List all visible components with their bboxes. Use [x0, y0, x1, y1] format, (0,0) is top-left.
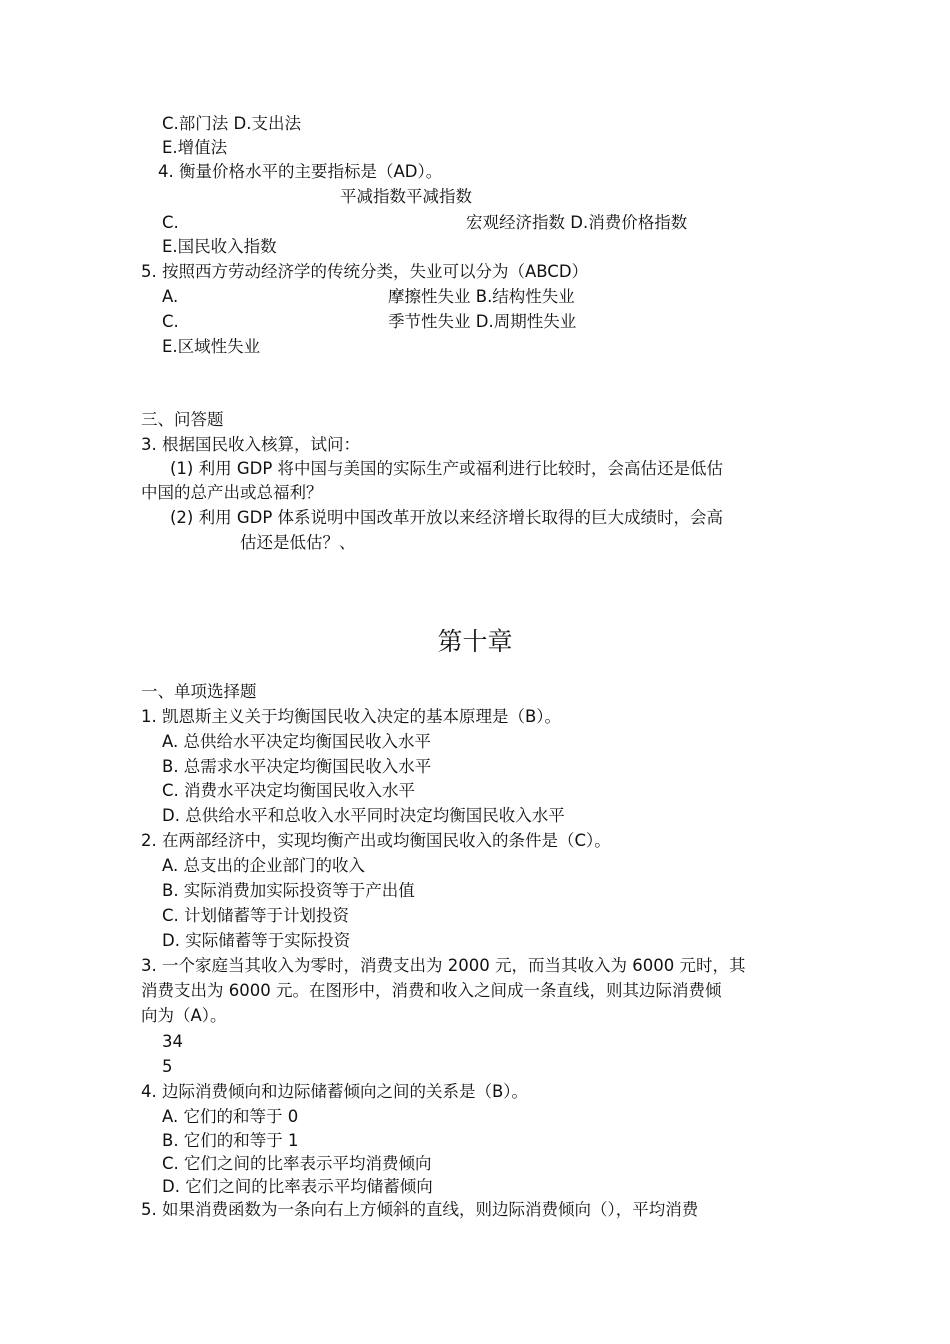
q5-option-a-text: 摩擦性失业 B.结构性失业 [388, 287, 575, 306]
ch10-q1-option-a: A. 总供给水平决定均衡国民收入水平 [162, 732, 431, 751]
essay-p1-line2: 中国的总产出或总福利？ [141, 483, 323, 502]
essay-p2-line2: 估还是低估？、 [240, 533, 356, 552]
chapter-title: 第十章 [437, 627, 513, 656]
ch10-q4-option-d: D. 它们之间的比率表示平均储蓄倾向 [162, 1177, 433, 1196]
ch10-q1-option-b: B. 总需求水平决定均衡国民收入水平 [162, 757, 432, 776]
ch10-q1-stem: 1. 凯恩斯主义关于均衡国民收入决定的基本原理是（B）。 [141, 707, 562, 726]
ch10-q4-stem: 4. 边际消费倾向和边际储蓄倾向之间的关系是（B）。 [141, 1082, 529, 1101]
ch10-q3-line1: 3. 一个家庭当其收入为零时，消费支出为 2000 元，而当其收入为 6000 元时，其 [141, 956, 746, 975]
q5-option-a-label: A. [162, 287, 179, 306]
q4-option-e: E.国民收入指数 [162, 237, 277, 256]
essay-q3: 3. 根据国民收入核算，试问： [141, 435, 360, 454]
ch10-q4-option-a: A. 它们的和等于 0 [162, 1107, 299, 1126]
q3-option-e: E.增值法 [162, 138, 228, 157]
q5-option-c-text: 季节性失业 D.周期性失业 [388, 312, 577, 331]
ch10-q2-stem: 2. 在两部经济中，实现均衡产出或均衡国民收入的条件是（C）。 [141, 831, 611, 850]
essay-p2-line1: (2) 利用 GDP 体系说明中国改革开放以来经济增长取得的巨大成绩时，会高 [170, 508, 724, 527]
ch10-q2-option-b: B. 实际消费加实际投资等于产出值 [162, 881, 415, 900]
ch10-q2-option-d: D. 实际储蓄等于实际投资 [162, 931, 351, 950]
essay-heading: 三、问答题 [141, 410, 224, 429]
q4-option-c-label: C. [162, 213, 179, 232]
ch10-q3-option-2: 5 [162, 1057, 173, 1076]
q5-stem: 5. 按照西方劳动经济学的传统分类，失业可以分为（ABCD） [141, 262, 589, 281]
ch10-q3-line2: 消费支出为 6000 元。在图形中，消费和收入之间成一条直线，则其边际消费倾 [141, 981, 722, 1000]
section-heading: 一、单项选择题 [141, 682, 257, 701]
q4-option-c-text: 宏观经济指数 D.消费价格指数 [466, 213, 688, 232]
ch10-q4-option-b: B. 它们的和等于 1 [162, 1131, 299, 1150]
ch10-q1-option-c: C. 消费水平决定均衡国民收入水平 [162, 781, 416, 800]
q5-option-c-label: C. [162, 312, 179, 331]
ch10-q1-option-d: D. 总供给水平和总收入水平同时决定均衡国民收入水平 [162, 806, 565, 825]
q5-option-e: E.区域性失业 [162, 337, 261, 356]
q3-options-cd: C.部门法 D.支出法 [162, 114, 301, 133]
ch10-q2-option-c: C. 计划储蓄等于计划投资 [162, 906, 350, 925]
ch10-q3-option-1: 34 [162, 1032, 183, 1051]
essay-p1-line1: (1) 利用 GDP 将中国与美国的实际生产或福利进行比较时，会高估还是低估 [170, 459, 724, 478]
q4-stem: 4. 衡量价格水平的主要指标是（AD）。 [158, 162, 443, 181]
ch10-q2-option-a: A. 总支出的企业部门的收入 [162, 856, 365, 875]
q4-sub-line: 平减指数平减指数 [340, 187, 472, 206]
ch10-q4-option-c: C. 它们之间的比率表示平均消费倾向 [162, 1154, 432, 1173]
ch10-q3-line3: 向为（A）。 [141, 1006, 227, 1025]
ch10-q5-line1: 5. 如果消费函数为一条向右上方倾斜的直线，则边际消费倾向（），平均消费 [141, 1200, 699, 1219]
